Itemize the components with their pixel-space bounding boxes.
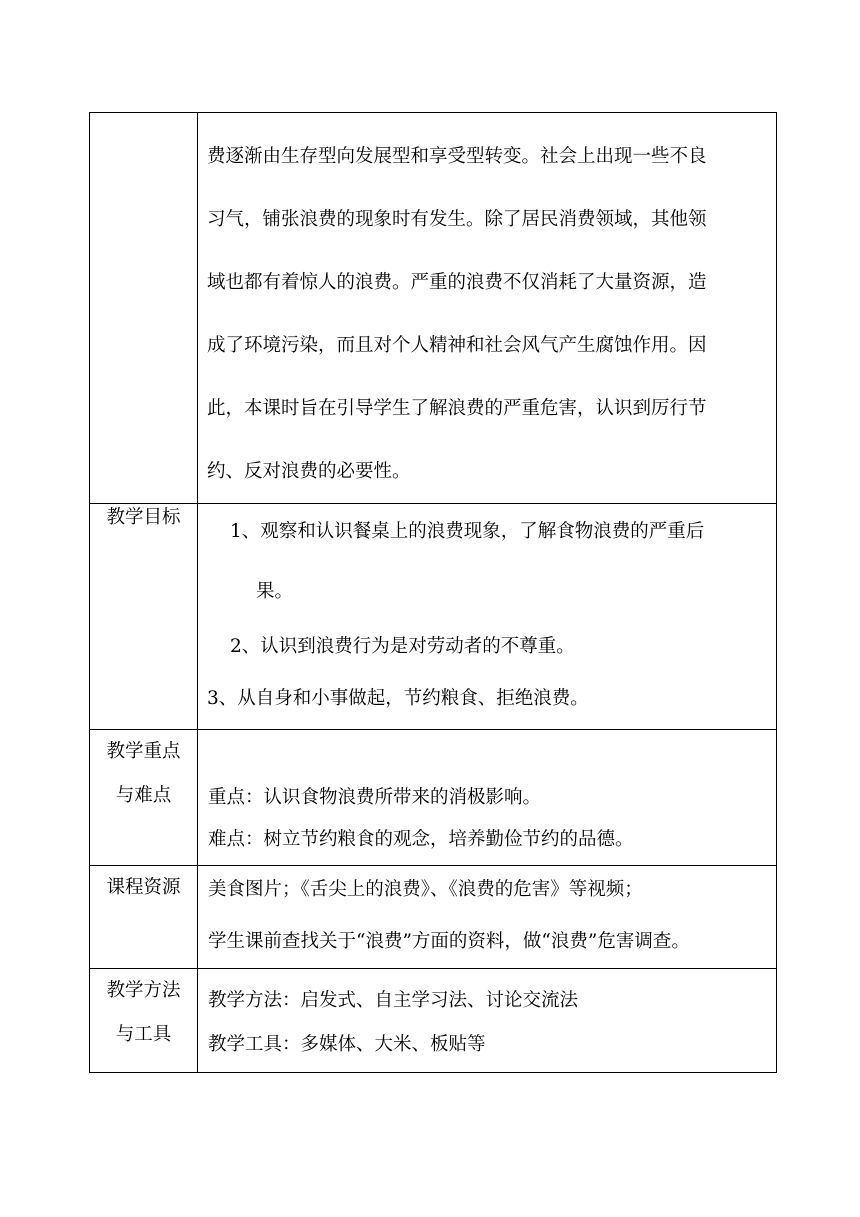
paragraph-line: 费逐渐由生存型向发展型和享受型转变。社会上出现一些不良 (207, 146, 707, 167)
difficulty-text: 难点：树立节约粮食的观念，培养勤俭节约的品德。 (208, 829, 634, 850)
focus-text: 重点：认识食物浪费所带来的消极影响。 (208, 787, 542, 808)
label-cell-key-points (90, 730, 198, 866)
label-cell-resources (90, 866, 198, 969)
table-row-methods (90, 969, 777, 1073)
label-cell-goals (90, 504, 198, 730)
goal-item-2: 2、认识到浪费行为是对劳动者的不尊重。 (230, 636, 575, 657)
goals-content-cell (198, 504, 777, 730)
key-points-content-cell (198, 730, 777, 866)
paragraph-line: 约、反对浪费的必要性。 (207, 461, 411, 482)
paragraph-line: 域也都有着惊人的浪费。严重的浪费不仅消耗了大量资源，造 (207, 272, 707, 293)
paragraph-line: 成了环境污染，而且对个人精神和社会风气产生腐蚀作用。因 (207, 335, 707, 356)
resources-line-2: 学生课前查找关于“浪费”方面的资料，做“浪费”危害调查。 (208, 931, 690, 952)
goal-item-3: 3、从自身和小事做起，节约粮食、拒绝浪费。 (207, 688, 589, 709)
goal-item-1-line-1: 1、观察和认识餐桌上的浪费现象，了解食物浪费的严重后 (230, 521, 705, 542)
table-row-resources (90, 866, 777, 969)
methods-content-cell (198, 969, 777, 1073)
label-cell-empty (90, 113, 198, 504)
key-points-label-line-1: 教学重点 (106, 741, 181, 762)
methods-text: 教学方法：启发式、自主学习法、讨论交流法 (208, 990, 579, 1011)
resources-label: 课程资源 (106, 877, 181, 898)
background-content-cell (198, 113, 777, 504)
resources-content-cell (198, 866, 777, 969)
methods-label-line-2: 与工具 (115, 1024, 172, 1045)
label-cell-methods (90, 969, 198, 1073)
paragraph-line: 此，本课时旨在引导学生了解浪费的严重危害，认识到厉行节 (207, 398, 707, 419)
goals-label: 教学目标 (106, 507, 181, 528)
table-row-background (90, 113, 777, 504)
goal-item-1-line-2: 果。 (256, 581, 294, 602)
table-row-key-points (90, 730, 777, 866)
table-row-goals (90, 504, 777, 730)
methods-label-line-1: 教学方法 (106, 980, 181, 1001)
key-points-label-line-2: 与难点 (115, 785, 172, 806)
background-paragraph (198, 113, 776, 503)
paragraph-line: 习气，铺张浪费的现象时有发生。除了居民消费领域，其他领 (207, 209, 707, 230)
resources-line-1: 美食图片；《舌尖上的浪费》、《浪费的危害》等视频； (208, 879, 643, 900)
lesson-plan-table (89, 112, 777, 1073)
tools-text: 教学工具：多媒体、大米、板贴等 (208, 1034, 486, 1055)
